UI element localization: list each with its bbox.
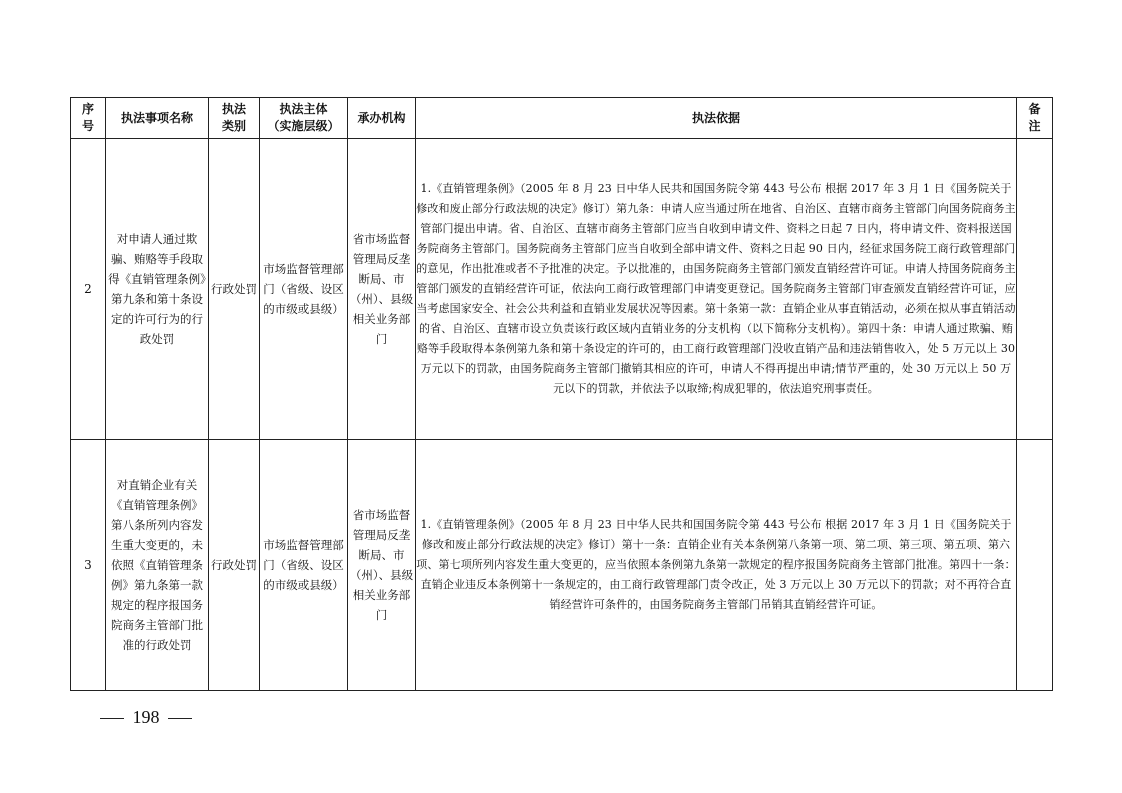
page-number-dash-left (100, 718, 124, 719)
table-row (71, 139, 1053, 440)
cell-category: 行政处罚 (209, 139, 260, 440)
cell-item-name: 对申请人通过欺骗、贿赂等手段取得《直销管理条例》第九条和第十条设定的许可行为的行政处罚 (106, 139, 209, 440)
cell-agency: 省市场监督管理局反垄断局、市（州）、县级相关业务部门 (348, 139, 416, 440)
cell-subject: 市场监督管理部门（省级、设区的市级或县级） (260, 139, 348, 440)
cell-item-name: 对直销企业有关《直销管理条例》第八条所列内容发生重大变更的，未依照《直销管理条例》第九条第一款规定的程序报国务院商务主管部门批准的行政处罚 (106, 440, 209, 691)
cell-remark (1017, 139, 1053, 440)
header-agency: 承办机构 (348, 98, 416, 139)
page-number (96, 706, 196, 728)
header-remark: 备 注 (1017, 98, 1053, 139)
header-basis: 执法依据 (416, 98, 1017, 139)
header-category: 执法 类别 (209, 98, 260, 139)
cell-remark (1017, 440, 1053, 691)
cell-seq: 3 (71, 440, 106, 691)
page-number-value: 198 (132, 707, 160, 727)
header-seq: 序 号 (71, 98, 106, 139)
cell-seq: 2 (71, 139, 106, 440)
header-item-name: 执法事项名称 (106, 98, 209, 139)
header-subject: 执法主体 （实施层级） (260, 98, 348, 139)
cell-agency: 省市场监督管理局反垄断局、市（州）、县级相关业务部门 (348, 440, 416, 691)
cell-category: 行政处罚 (209, 440, 260, 691)
law-enforcement-table (70, 97, 1053, 691)
cell-basis: 1.《直销管理条例》（2005 年 8 月 23 日中华人民共和国国务院令第 443 号公布 根据 2017 年 3 月 1 日《国务院关于修改和废止部分行政法规的决定》修订）第十一条：直销企业有关本条例第八条第一项、第二项、第三项、第五项、第六项、第七项所列内容发生重大变更的，应当依照本条例第九条第一款规定的程序报国务院商务主管部门批准。第四十一条：直销企业违反本条例第十一条规定的，由工商行政管理部门责令改正，处 3 万元以上 30 万元以下的罚款；对不再符合直销经营许可条件的，由国务院商务主管部门吊销其直销经营许可证。 (416, 440, 1017, 691)
page-number-dash-right (168, 718, 192, 719)
table-row (71, 440, 1053, 691)
cell-subject: 市场监督管理部门（省级、设区的市级或县级） (260, 440, 348, 691)
table-header-row (71, 98, 1053, 139)
cell-basis: 1.《直销管理条例》（2005 年 8 月 23 日中华人民共和国国务院令第 443 号公布 根据 2017 年 3 月 1 日《国务院关于修改和废止部分行政法规的决定》修订）第九条：申请人应当通过所在地省、自治区、直辖市商务主管部门向国务院商务主管部门提出申请。省、自治区、直辖市商务主管部门应当自收到申请文件、资料之日起 7 日内，将申请文件、资料报送国务院商务主管部门。国务院商务主管部门应当自收到全部申请文件、资料之日起 90 日内，经征求国务院工商行政管理部门的意见，作出批准或者不予批准的决定。予以批准的，由国务院商务主管部门颁发直销经营许可证。申请人持国务院商务主管部门颁发的直销经营许可证，依法向工商行政管理部门申请变更登记。国务院商务主管部门审查颁发直销经营许可证，应当考虑国家安全、社会公共利益和直销业发展状况等因素。第十条第一款：直销企业从事直销活动，必须在拟从事直销活动的省、自治区、直辖市设立负责该行政区域内直销业务的分支机构（以下简称分支机构）。第四十条：申请人通过欺骗、贿赂等手段取得本条例第九条和第十条设定的许可的，由工商行政管理部门没收直销产品和违法销售收入，处 5 万元以上 30 万元以下的罚款，由国务院商务主管部门撤销其相应的许可，申请人不得再提出申请;情节严重的，处 30 万元以上 50 万元以下的罚款，并依法予以取缔;构成犯罪的，依法追究刑事责任。 (416, 139, 1017, 440)
